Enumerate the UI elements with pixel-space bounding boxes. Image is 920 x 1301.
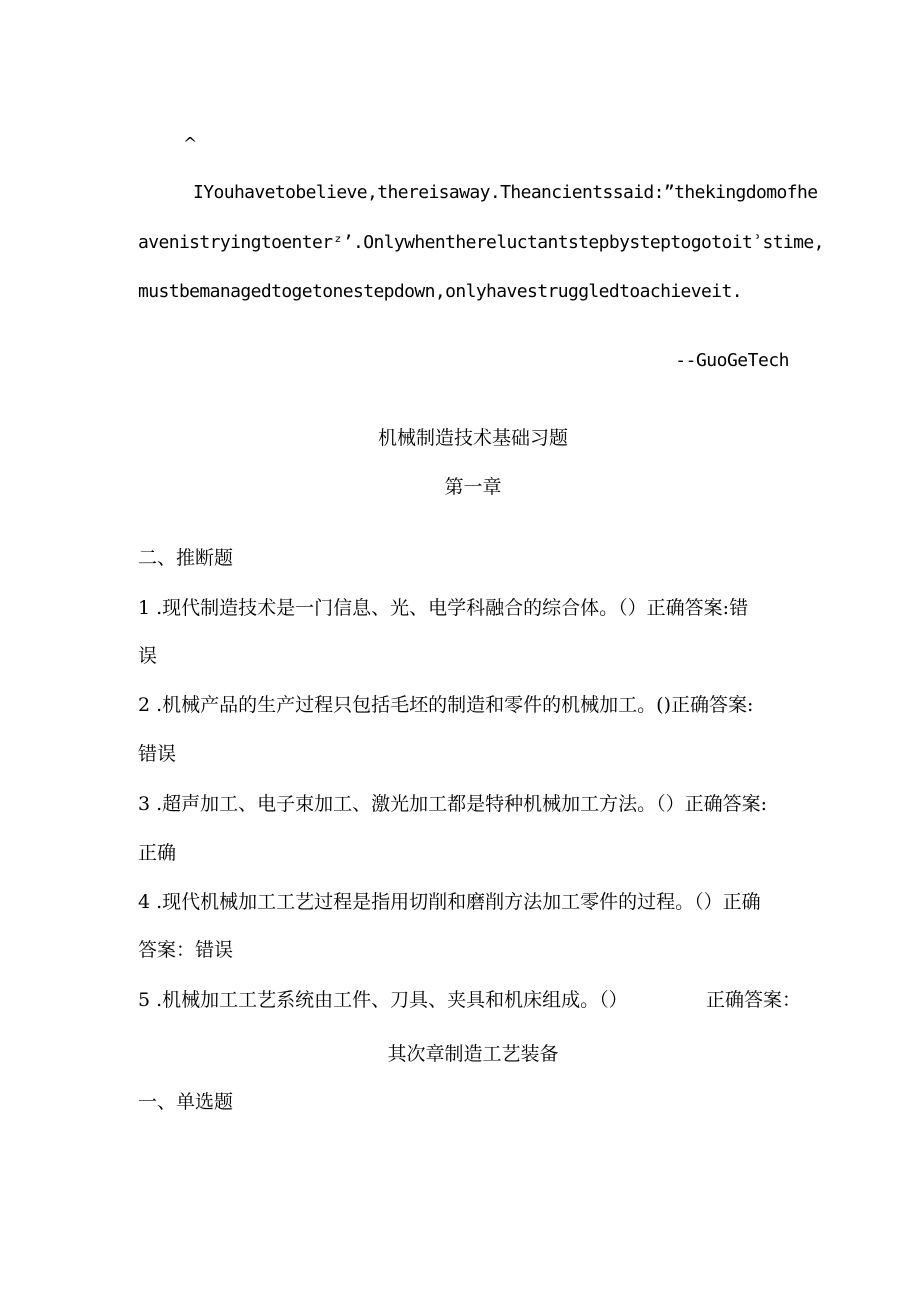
question-2-line-2: 错误 [138, 743, 177, 765]
question-4-line-1: 4 .现代机械加工工艺过程是指用切削和磨削方法加工零件的过程。（）正确 [138, 891, 761, 913]
chapter-2-heading: 其次章制造工艺装备 [387, 1043, 559, 1065]
question-1-line-1: 1 .现代制造技术是一门信息、光、电学科融合的综合体。（）正确答案:错 [138, 597, 749, 619]
quote-signature: --GuoGeTech [675, 350, 789, 371]
question-3-line-1: 3 .超声加工、电子束加工、激光加工都是特种机械加工方法。（）正确答案: [138, 793, 768, 815]
question-2-line-1: 2 .机械产品的生产过程只包括毛坯的制造和零件的机械加工。()正确答案: [138, 694, 754, 716]
question-4-line-2: 答案：错误 [138, 939, 234, 961]
chapter-1-heading: 第一章 [444, 476, 502, 498]
section-single-heading: 一、单选题 [138, 1091, 234, 1113]
quote-line-1: IYouhavetobelieve,thereisaway.Theancientssaid:”thekingdomofhe [193, 182, 818, 203]
section-judge-heading: 二、推断题 [138, 547, 234, 569]
question-3-line-2: 正确 [138, 842, 177, 864]
caret-mark: ^ [183, 134, 198, 154]
question-5-line-1: 5 .机械加工工艺系统由工件、刀具、夹具和机床组成。（） [138, 989, 628, 1011]
quote-line-3: mustbemanagedtogetonestepdown,onlyhavestruggledtoachieveit. [138, 281, 742, 302]
doc-title: 机械制造技术基础习题 [377, 427, 568, 449]
question-1-line-2: 误 [138, 645, 158, 667]
question-5-answer: 正确答案： [706, 989, 802, 1011]
quote-line-2: avenistryingtoenterᶻʼ.Onlywhenthereluctantstepbysteptogotoitʾstime, [138, 232, 824, 253]
